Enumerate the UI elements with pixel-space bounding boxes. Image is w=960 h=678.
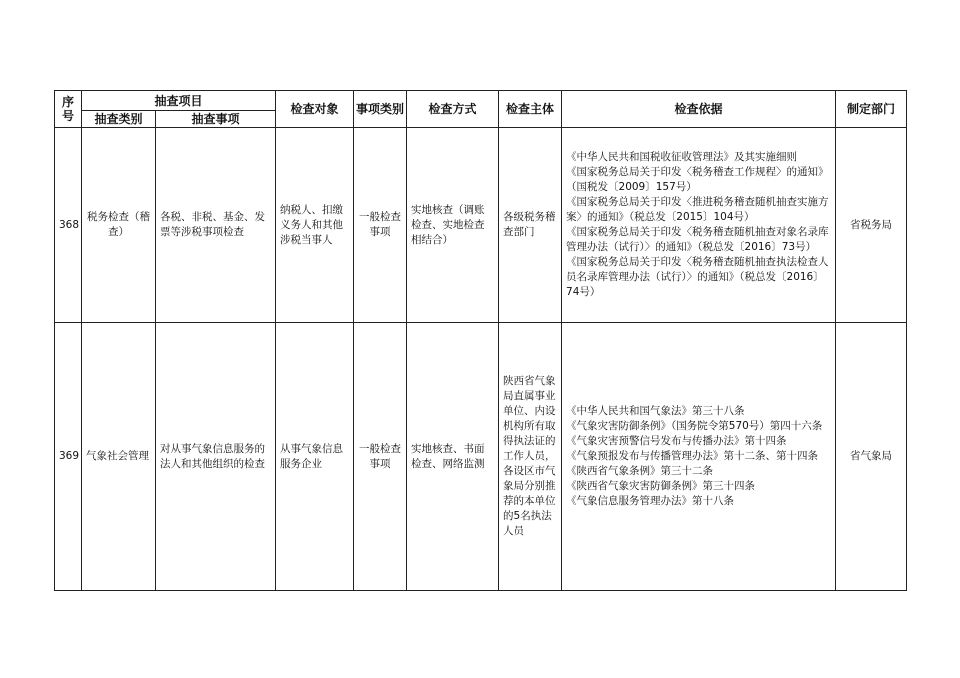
basis-line: 《气象灾害预警信号发布与传播办法》第十四条 [566, 435, 787, 447]
header-row-1 [55, 91, 907, 111]
row-target: 从事气象信息服务企业 [276, 323, 354, 591]
header-subject: 检查主体 [499, 91, 562, 128]
row-subject: 各级税务稽查部门 [499, 128, 562, 323]
row-seq: 368 [55, 128, 82, 323]
header-basis: 检查依据 [562, 91, 836, 128]
basis-line: 《国家税务总局关于印发〈税务稽查随机抽查对象名录库管理办法（试行）〉的通知》（税总发〔2016〕73号） [566, 226, 829, 253]
row-category: 气象社会管理 [82, 323, 156, 591]
basis-line: 《国家税务总局关于印发〈税务稽查随机抽查执法检查人员名录库管理办法（试行）〉的通知》（税总发〔2016〕74号） [566, 256, 829, 298]
basis-line: 《中华人民共和国税收征收管理法》及其实施细则 [566, 151, 798, 163]
row-type: 一般检查事项 [354, 323, 407, 591]
basis-line: 《气象预报发布与传播管理办法》第十二条、第十四条 [566, 450, 819, 462]
header-dept: 制定部门 [836, 91, 907, 128]
header-item-group: 抽查项目 [82, 91, 276, 111]
basis-line: 《中华人民共和国气象法》第三十八条 [566, 405, 745, 417]
header-type: 事项类别 [354, 91, 407, 128]
table-row [55, 128, 907, 323]
row-matter: 对从事气象信息服务的法人和其他组织的检查 [156, 323, 276, 591]
basis-line: 《陕西省气象灾害防御条例》第三十四条 [566, 480, 756, 492]
row-basis [562, 323, 836, 591]
row-method: 实地核查、书面检查、网络监测 [407, 323, 499, 591]
basis-line: 《陕西省气象条例》第三十二条 [566, 465, 714, 477]
row-seq: 369 [55, 323, 82, 591]
inspection-table [54, 90, 907, 591]
row-basis [562, 128, 836, 323]
table-row [55, 323, 907, 591]
row-dept: 省税务局 [836, 128, 907, 323]
row-dept: 省气象局 [836, 323, 907, 591]
basis-line: 《国家税务总局关于印发〈税务稽查工作规程〉的通知》（国税发〔2009〕157号） [566, 166, 829, 193]
row-matter: 各税、非税、基金、发票等涉税事项检查 [156, 128, 276, 323]
header-seq: 序号 [55, 91, 82, 128]
header-category: 抽查类别 [82, 111, 156, 128]
basis-line: 《气象灾害防御条例》（国务院令第570号）第四十六条 [566, 420, 823, 432]
header-matter: 抽查事项 [156, 111, 276, 128]
basis-line: 《国家税务总局关于印发〈推进税务稽查随机抽查实施方案〉的通知》（税总发〔2015〕104号） [566, 196, 829, 223]
row-type: 一般检查事项 [354, 128, 407, 323]
row-method: 实地核查（调账检查、实地检查相结合） [407, 128, 499, 323]
row-subject: 陕西省气象局直属事业单位、内设机构所有取得执法证的工作人员，各设区市气象局分别推荐的本单位的5名执法人员 [499, 323, 562, 591]
basis-line: 《气象信息服务管理办法》第十八条 [566, 495, 735, 507]
row-category: 税务检查（稽查） [82, 128, 156, 323]
header-method: 检查方式 [407, 91, 499, 128]
row-target: 纳税人、扣缴义务人和其他涉税当事人 [276, 128, 354, 323]
header-target: 检查对象 [276, 91, 354, 128]
